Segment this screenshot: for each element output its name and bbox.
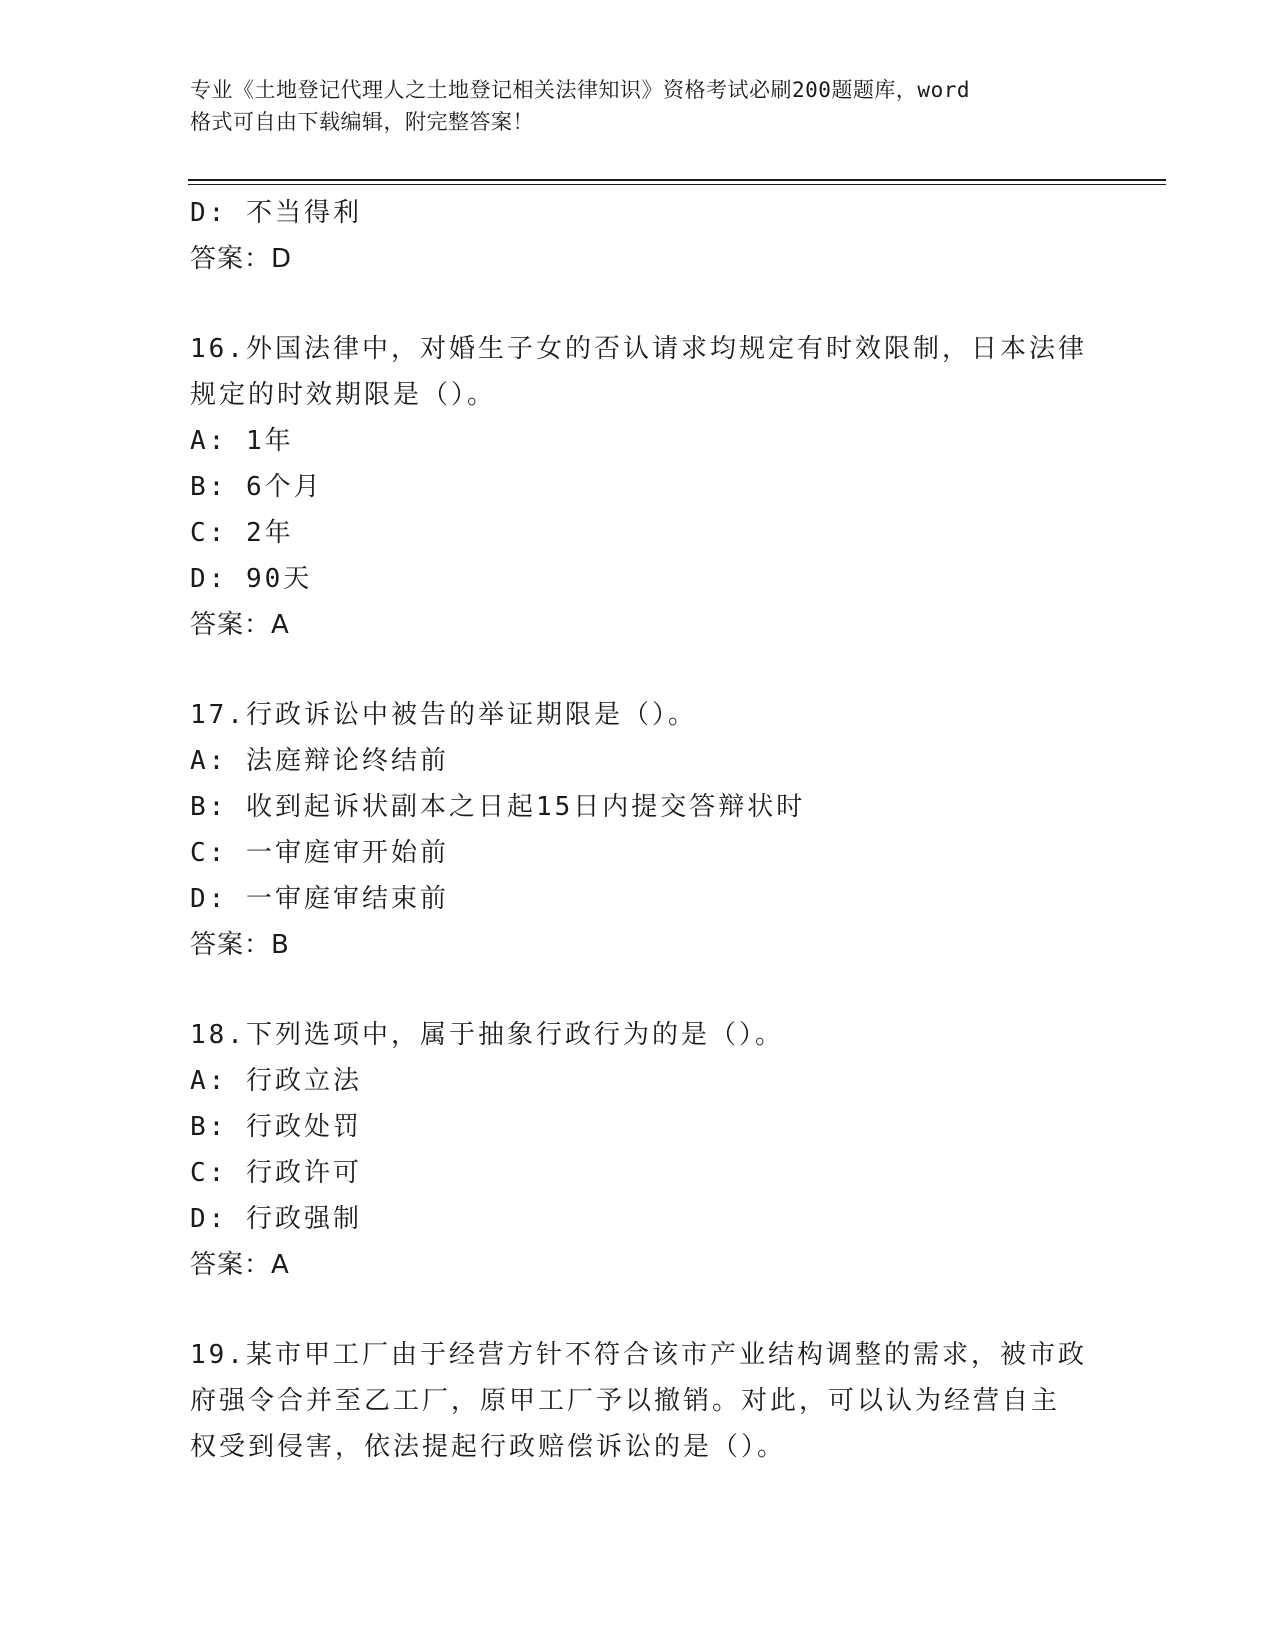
option-d: D: 不当得利 [190,198,362,228]
stem-line: 权受到侵害，依法提起行政赔偿诉讼的是（）。 [190,1432,787,1462]
option-c: C: 行政许可 [190,1158,362,1188]
header-divider [188,179,1166,181]
option-c: C: 一审庭审开始前 [190,838,449,868]
stem-line: 16.外国法律中，对婚生子女的否认请求均规定有时效限制，日本法律 [190,334,1087,364]
stem-line: 府强令合并至乙工厂，原甲工厂予以撤销。对此，可以认为经营自主 [190,1386,1061,1416]
document-header [190,74,1090,138]
option-b: B: 6个月 [190,472,323,502]
option-a: A: 法庭辩论终结前 [190,746,449,776]
question-16 [190,326,1090,648]
option-d: D: 90天 [190,564,313,594]
answer-line: 答案：A [190,610,290,640]
question-stem [190,1332,1090,1470]
question-17 [190,692,1090,968]
stem-line: 17.行政诉讼中被告的举证期限是（）。 [190,700,697,730]
header-divider-thin [188,184,1166,185]
option-b: B: 行政处罚 [190,1112,362,1142]
option-a: A: 行政立法 [190,1066,362,1096]
option-c: C: 2年 [190,518,294,548]
option-d: D: 行政强制 [190,1204,362,1234]
question-stem [190,1012,1090,1058]
header-line-1: 专业《土地登记代理人之土地登记相关法律知识》资格考试必刷200题题库，word [190,78,970,102]
question-19 [190,1332,1090,1470]
option-b: B: 收到起诉状副本之日起15日内提交答辩状时 [190,792,806,822]
question-list [190,190,1090,1470]
question-stem [190,326,1090,418]
carryover-question [190,190,1090,282]
header-line-2: 格式可自由下载编辑，附完整答案！ [190,110,534,134]
question-18 [190,1012,1090,1288]
stem-line: 规定的时效期限是（）。 [190,380,497,410]
option-d: D: 一审庭审结束前 [190,884,449,914]
option-a: A: 1年 [190,426,294,456]
stem-line: 19.某市甲工厂由于经营方针不符合该市产业结构调整的需求，被市政 [190,1340,1087,1370]
answer-line: 答案：A [190,1250,290,1280]
answer-line: 答案：B [190,930,290,960]
question-stem [190,692,1090,738]
stem-line: 18.下列选项中，属于抽象行政行为的是（）。 [190,1020,784,1050]
answer-line: 答案：D [190,244,293,274]
